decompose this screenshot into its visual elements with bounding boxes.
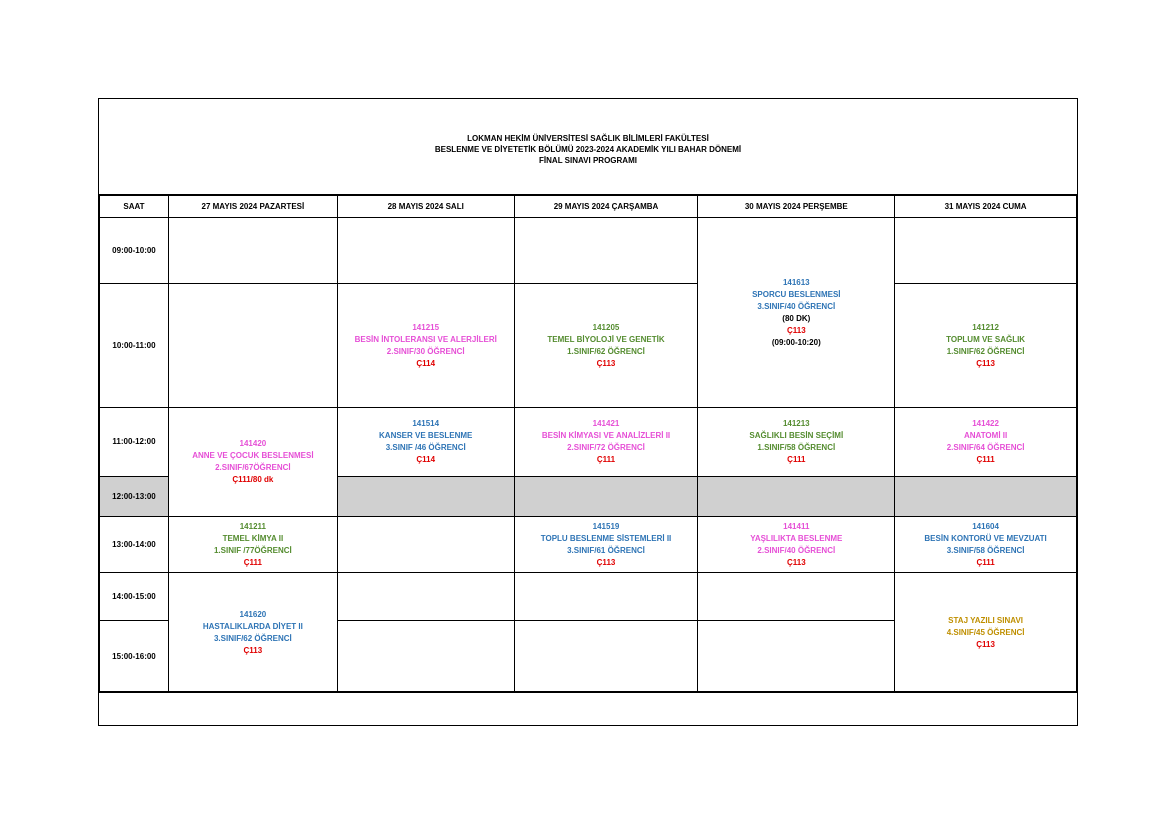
time-slot: 10:00-11:00	[100, 284, 169, 408]
exam-code: 141421	[592, 419, 620, 428]
table-row	[100, 573, 1077, 621]
empty-cell	[514, 573, 698, 621]
empty-cell	[168, 284, 337, 408]
exam-info: 3.SINIF/40 ÖĞRENCİ	[757, 301, 836, 311]
exam-name: SAĞLIKLI BESİN SEÇİMİ	[749, 431, 844, 440]
table-header-row	[100, 196, 1077, 218]
exam-name: HASTALIKLARDA DİYET II	[202, 621, 303, 631]
exam-name: TOPLUM VE SAĞLIK	[946, 334, 1026, 344]
exam-room: Ç113	[976, 639, 995, 649]
lunch-cell	[698, 477, 895, 517]
header-title: FİNAL SINAVI PROGRAMI	[539, 156, 637, 165]
exam-info: 3.SINIF/61 ÖĞRENCİ	[567, 545, 645, 555]
exam-name: BESİN KONTORÜ VE MEVZUATI	[924, 533, 1047, 543]
exam-code: 141213	[782, 419, 810, 428]
table-row	[100, 218, 1077, 284]
col-wednesday: 29 MAYIS 2024 ÇARŞAMBA	[514, 196, 698, 218]
exam-cell	[168, 408, 337, 517]
exam-code: 141422	[972, 419, 999, 428]
exam-info: 2.SINIF/64 ÖĞRENCİ	[946, 443, 1025, 452]
exam-name: SPORCU BESLENMESİ	[752, 289, 841, 299]
table-row	[100, 284, 1077, 408]
exam-code: 141620	[239, 609, 267, 619]
empty-cell	[168, 218, 337, 284]
empty-cell	[698, 621, 895, 693]
empty-cell	[337, 621, 514, 693]
exam-room: Ç113	[243, 645, 263, 655]
exam-code: 141205	[592, 322, 620, 332]
exam-code: 141613	[782, 277, 810, 287]
col-friday: 31 MAYIS 2024 CUMA	[895, 196, 1077, 218]
time-slot: 12:00-13:00	[100, 477, 169, 517]
col-saat: SAAT	[100, 196, 169, 218]
exam-cell	[514, 284, 698, 408]
lunch-cell	[895, 477, 1077, 517]
exam-cell	[168, 517, 337, 573]
exam-info: 1.SINIF/62 ÖĞRENCİ	[946, 346, 1025, 356]
exam-info: 1.SINIF /77ÖĞRENCİ	[213, 545, 292, 555]
col-tuesday: 28 MAYIS 2024 SALI	[337, 196, 514, 218]
exam-info: 1.SINIF/62 ÖĞRENCİ	[567, 346, 645, 356]
exam-name: BESİN KİMYASI VE ANALİZLERİ II	[541, 431, 671, 440]
exam-cell	[698, 517, 895, 573]
exam-name: TOPLU BESLENME SİSTEMLERİ II	[540, 533, 672, 543]
table-row	[100, 408, 1077, 477]
exam-info: 2.SINIF/72 ÖĞRENCİ	[567, 443, 645, 452]
exam-room: Ç111	[243, 557, 262, 567]
lunch-cell	[337, 477, 514, 517]
exam-extra: (80 DK)	[782, 313, 811, 323]
schedule-table	[99, 195, 1077, 693]
exam-room: Ç113	[596, 358, 616, 368]
exam-code: 141411	[783, 521, 810, 531]
exam-code: 141212	[972, 322, 999, 332]
exam-cell	[698, 408, 895, 477]
exam-info: 3.SINIF/58 ÖĞRENCİ	[946, 545, 1025, 555]
exam-name: KANSER VE BESLENME	[379, 431, 473, 440]
exam-code: 141519	[592, 521, 620, 531]
schedule-header	[99, 99, 1077, 195]
exam-info: 2.SINIF/40 ÖĞRENCİ	[757, 545, 836, 555]
col-thursday: 30 MAYIS 2024 PERŞEMBE	[698, 196, 895, 218]
exam-cell	[168, 573, 337, 693]
exam-room: Ç113	[976, 358, 995, 368]
exam-name: TEMEL KİMYA II	[222, 533, 284, 543]
exam-room: Ç114	[416, 455, 436, 464]
exam-name: STAJ YAZILI SINAVI	[948, 615, 1024, 625]
exam-cell	[514, 517, 698, 573]
table-row	[100, 517, 1077, 573]
exam-room: Ç113	[786, 325, 806, 335]
exam-info: 4.SINIF/45 ÖĞRENCİ	[946, 627, 1025, 637]
exam-cell	[698, 218, 895, 408]
exam-time: (09:00-10:20)	[771, 337, 821, 347]
exam-info: 1.SINIF/58 ÖĞRENCİ	[757, 443, 836, 452]
empty-cell	[337, 573, 514, 621]
exam-room: Ç114	[416, 358, 436, 368]
exam-code: 141514	[412, 419, 440, 428]
exam-schedule-sheet	[98, 98, 1078, 726]
exam-code: 141420	[239, 439, 267, 448]
exam-name: TEMEL BİYOLOJİ VE GENETİK	[547, 334, 665, 344]
exam-cell	[514, 408, 698, 477]
time-slot: 13:00-14:00	[100, 517, 169, 573]
exam-room: Ç111	[976, 455, 995, 464]
exam-cell	[895, 408, 1077, 477]
exam-info: 2.SINIF/30 ÖĞRENCİ	[386, 346, 465, 356]
time-slot: 09:00-10:00	[100, 218, 169, 284]
exam-name: ANNE VE ÇOCUK BESLENMESİ	[192, 451, 314, 460]
exam-cell	[337, 408, 514, 477]
exam-name: BESİN İNTOLERANSI VE ALERJİLERİ	[354, 334, 497, 344]
exam-name: ANATOMİ II	[963, 431, 1008, 440]
exam-room: Ç111	[596, 455, 616, 464]
exam-info: 3.SINIF/62 ÖĞRENCİ	[213, 633, 292, 643]
time-slot: 11:00-12:00	[100, 408, 169, 477]
empty-cell	[337, 218, 514, 284]
col-monday: 27 MAYIS 2024 PAZARTESİ	[168, 196, 337, 218]
header-department: BESLENME VE DİYETETİK BÖLÜMÜ 2023-2024 AKADEMİK YILI BAHAR DÖNEMİ	[434, 145, 742, 154]
exam-info: 2.SINIF/67ÖĞRENCİ	[215, 463, 291, 472]
exam-cell	[895, 517, 1077, 573]
header-university: LOKMAN HEKİM ÜNİVERSİTESİ SAĞLIK BİLİMLERİ FAKÜLTESİ	[467, 134, 709, 143]
exam-room: Ç113	[786, 557, 806, 567]
exam-code: 141604	[972, 521, 999, 531]
empty-cell	[514, 218, 698, 284]
exam-cell	[337, 284, 514, 408]
empty-cell	[514, 621, 698, 693]
empty-cell	[895, 218, 1077, 284]
exam-cell	[895, 284, 1077, 408]
exam-cell	[895, 573, 1077, 693]
exam-room: Ç111/80 dk	[232, 475, 274, 484]
schedule-footer	[99, 691, 1077, 725]
exam-room: Ç113	[596, 557, 616, 567]
exam-info: 3.SINIF /46 ÖĞRENCİ	[385, 443, 466, 452]
empty-cell	[698, 573, 895, 621]
exam-code: 141211	[239, 521, 266, 531]
exam-room: Ç111	[976, 557, 995, 567]
exam-room: Ç111	[787, 455, 806, 464]
exam-code: 141215	[412, 322, 440, 332]
exam-name: YAŞLILIKTA BESLENME	[750, 533, 843, 543]
empty-cell	[337, 517, 514, 573]
lunch-cell	[514, 477, 698, 517]
time-slot: 14:00-15:00	[100, 573, 169, 621]
time-slot: 15:00-16:00	[100, 621, 169, 693]
